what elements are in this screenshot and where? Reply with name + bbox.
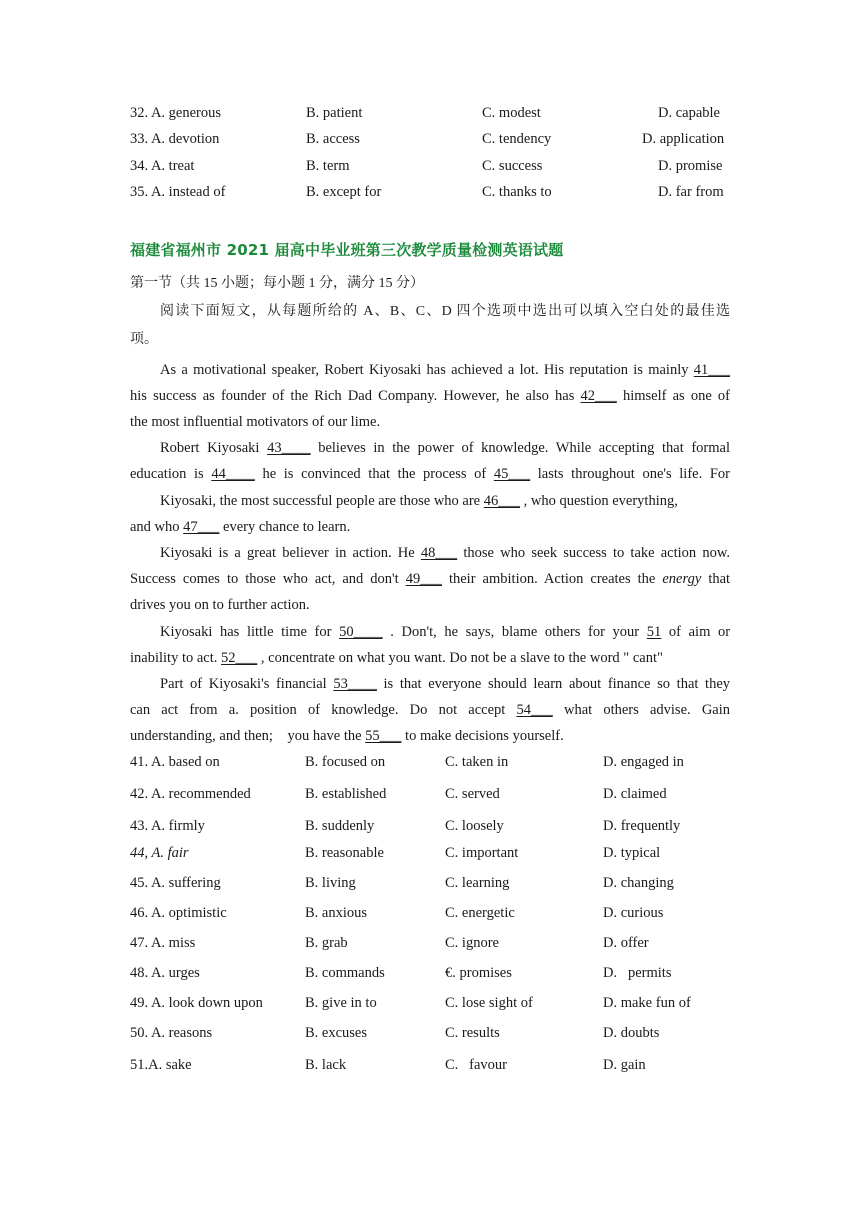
option-c: C. modest (482, 105, 541, 121)
option-a: 47. A. miss (130, 935, 196, 951)
blank-50: 50____ (339, 624, 383, 640)
question-row-32 (130, 103, 730, 123)
question-row-51 (130, 1055, 730, 1075)
blank-51: 51 (646, 624, 662, 640)
option-d: D. frequently (603, 818, 681, 834)
option-a: 43. A. firmly (130, 818, 205, 834)
option-c: C. tendency (482, 131, 552, 147)
instruction-line-2: 项。 (130, 332, 158, 347)
question-row-47 (130, 933, 730, 953)
option-a: 41. A. based on (130, 754, 220, 770)
option-c: C. taken in (445, 754, 509, 770)
blank-41: 41___ (693, 362, 731, 378)
option-b: B. term (306, 158, 350, 174)
option-b: B. patient (306, 105, 363, 121)
option-a: 45. A. suffering (130, 875, 221, 891)
question-row-41 (130, 752, 730, 772)
option-d: D. far from (658, 184, 724, 200)
question-row-45 (130, 873, 730, 893)
option-a: 34. A. treat (130, 158, 195, 174)
option-a: 35. A. instead of (130, 184, 226, 200)
option-c: C. success (482, 158, 543, 174)
passage-line: and who 47___ every chance to learn. (130, 519, 351, 535)
blank-54: 54___ (516, 702, 553, 718)
option-d: D. make fun of (603, 995, 691, 1011)
option-c: C. lose sight of (445, 995, 533, 1011)
question-row-43 (130, 816, 730, 836)
passage-line: Part of Kiyosaki's financial 53____ is that everyone should learn about finance so that they (160, 676, 731, 692)
option-b: B. lack (305, 1057, 347, 1073)
question-row-49 (130, 993, 730, 1013)
option-d: D. engaged in (603, 754, 684, 770)
question-row-42 (130, 784, 730, 804)
option-a: 48. A. urges (130, 965, 200, 981)
option-b: B. reasonable (305, 845, 384, 861)
blank-47: 47___ (183, 519, 220, 535)
option-b: B. focused on (305, 754, 386, 770)
option-c: C. results (445, 1025, 500, 1041)
option-c: C. learning (445, 875, 510, 891)
question-row-44 (130, 843, 730, 863)
option-a: 32. A. generous (130, 105, 222, 121)
option-a: 44, A. fair (130, 845, 189, 861)
option-a: 49. A. look down upon (130, 995, 263, 1011)
option-b: B. commands (305, 965, 385, 981)
blank-53: 53____ (333, 676, 377, 692)
option-c: C. ignore (445, 935, 499, 951)
option-c: C. important (445, 845, 519, 861)
passage-line: education is 44____ he is convinced that the process of 45___ lasts throughout one's life. For (130, 466, 731, 482)
option-c: C. served (445, 786, 500, 802)
question-row-34 (130, 156, 730, 176)
option-d: D. changing (603, 875, 674, 891)
blank-49: 49___ (405, 571, 442, 587)
passage-line: understanding, and then; you have the 55___ to make decisions yourself. (130, 728, 564, 744)
option-d: D. permits (603, 965, 672, 981)
option-b: B. established (305, 786, 387, 802)
exam-title: 福建省福州市 2021 届高中毕业班第三次教学质量检测英语试题 (130, 241, 564, 259)
blank-45: 45___ (493, 466, 531, 482)
blank-48: 48___ (420, 545, 458, 561)
option-b: B. give in to (305, 995, 377, 1011)
option-c: C. thanks to (482, 184, 552, 200)
blank-55: 55___ (365, 728, 402, 744)
option-c: C. energetic (445, 905, 515, 921)
passage-line: Kiyosaki is a great believer in action. He 48___ those who seek success to take action now. (160, 545, 731, 561)
option-a: 42. A. recommended (130, 786, 251, 802)
passage-line: Robert Kiyosaki 43____ believes in the power of knowledge. While accepting that formal (160, 440, 730, 456)
option-b: B. except for (306, 184, 382, 200)
blank-52: 52___ (221, 650, 258, 666)
option-c: C. favour (445, 1057, 508, 1073)
passage-line: Success comes to those who act, and don't 49___ their ambition. Action creates the energy that (130, 571, 731, 587)
option-a: 46. A. optimistic (130, 905, 227, 921)
passage-line: inability to act. 52___ , concentrate on what you want. Do not be a slave to the word " cant" (130, 650, 663, 666)
option-a: 50. A. reasons (130, 1025, 213, 1041)
option-c: C. loosely (445, 818, 504, 834)
passage-line: As a motivational speaker, Robert Kiyosaki has achieved a lot. His reputation is mainly 41___ (160, 362, 731, 378)
option-b: B. access (306, 131, 360, 147)
option-a: 33. A. devotion (130, 131, 220, 147)
question-row-50 (130, 1023, 730, 1043)
option-d: D. capable (658, 105, 720, 121)
option-b: B. suddenly (305, 818, 375, 834)
passage-line: drives you on to further action. (130, 597, 310, 613)
instruction-line-1: 阅读下面短文，从每题所给的 A、B、C、D 四个选项中选出可以填入空白处的最佳选 (160, 304, 730, 319)
blank-46: 46___ (483, 493, 520, 509)
option-c: €. promises (445, 965, 512, 981)
option-d: D. typical (603, 845, 661, 861)
blank-44: 44____ (211, 466, 255, 482)
passage-line: can act from a. position of knowledge. Do not accept 54___ what others advise. Gain (130, 702, 731, 718)
passage-line: Kiyosaki has little time for 50____ . Don't, he says, blame others for your 51 of aim or (160, 624, 731, 640)
option-b: B. grab (305, 935, 348, 951)
option-a: 51.A. sake (130, 1057, 192, 1073)
passage-line: Kiyosaki, the most successful people are those who are 46___ , who question everything, (160, 493, 678, 509)
option-d: D. claimed (603, 786, 667, 802)
option-d: D. doubts (603, 1025, 660, 1041)
option-d: D. curious (603, 905, 664, 921)
question-row-48 (130, 963, 730, 983)
section-heading: 第一节（共 15 小题；每小题 1 分，满分 15 分） (130, 276, 424, 291)
question-row-46 (130, 903, 730, 923)
passage-line: the most influential motivators of our lime. (130, 414, 381, 430)
blank-42: 42___ (580, 388, 617, 404)
passage-line: his success as founder of the Rich Dad Company. However, he also has 42___ himself as one of (130, 388, 730, 404)
question-row-35 (130, 182, 730, 202)
option-d: D. offer (603, 935, 649, 951)
option-d: D. application (642, 131, 725, 147)
question-row-33 (130, 129, 730, 149)
option-b: B. excuses (305, 1025, 368, 1041)
option-d: D. gain (603, 1057, 646, 1073)
option-d: D. promise (658, 158, 723, 174)
blank-43: 43____ (267, 440, 311, 456)
option-b: B. living (305, 875, 356, 891)
option-b: B. anxious (305, 905, 368, 921)
